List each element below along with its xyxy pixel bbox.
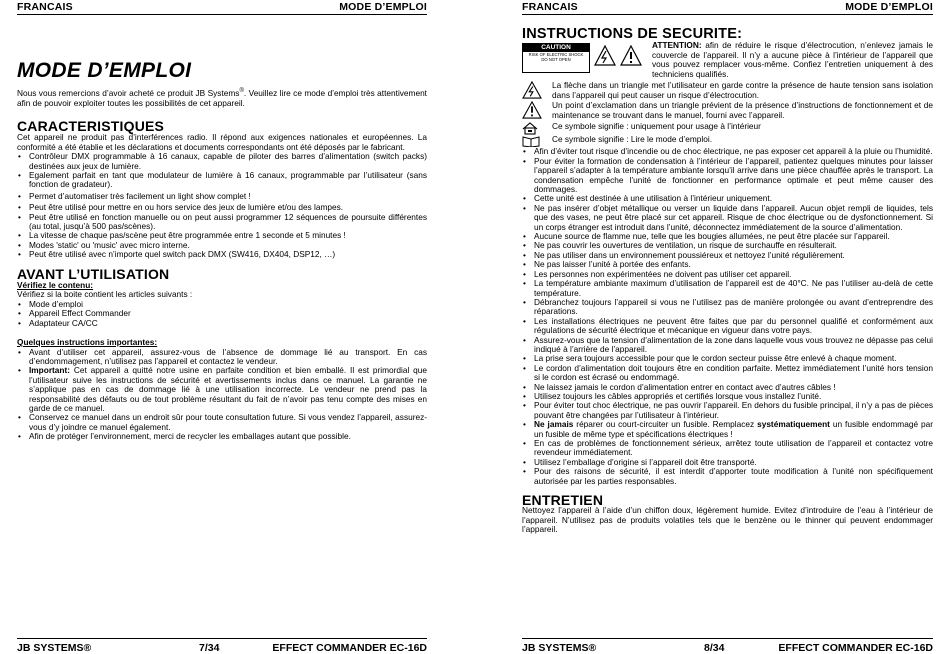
list-item: • Pour éviter tout choc électrique, ne pas ouvrir l’appareil. En dehors du fusible principal, il n’y a pas de pièces pouvant être changées par l’utilisateur à l’intérieur. — [522, 401, 933, 420]
list-item: • Afin de protéger l’environnement, merci de recycler les emballages autant que possible. — [17, 432, 427, 441]
list-item: • Assurez-vous que la tension d’alimentation de la zone dans laquelle vous vous trouvez ne dépasse pas celui indiqué à l’arrière de l’appareil. — [522, 336, 933, 355]
maintenance-heading: ENTRETIEN — [522, 492, 604, 509]
list-item: • Les personnes non expérimentées ne doivent pas utiliser cet appareil. — [522, 270, 933, 279]
list-item: • Peut être utilisé pour mettre en ou hors service des jeux de lumière et/ou des lampes. — [17, 203, 427, 212]
list-item: • Peut être utilisé en fonction manuelle ou on peut aussi programmer 12 séquences de poursuite différentes (au total, jusqu’à 500 pas/scènes). — [17, 213, 427, 232]
list-item: • Modes 'static' ou 'music' avec micro interne. — [17, 241, 427, 250]
page-left — [17, 0, 427, 654]
header-title: MODE D’EMPLOI — [339, 1, 427, 13]
contents-list — [17, 300, 427, 328]
list-item: • Utilisez l’emballage d’origine si l’appareil doit être transporté. — [522, 458, 933, 467]
list-item: • Contrôleur DMX programmable à 16 canaux, capable de piloter des barres d’alimentation (switch packs) destinées aux jeux de lumière. — [17, 152, 427, 171]
header-language: FRANCAIS — [17, 1, 73, 13]
footer-page-number: 8/34 — [704, 642, 725, 654]
features-list — [17, 152, 427, 259]
page-right — [522, 0, 933, 654]
list-item: • La température ambiante maximum d’utilisation de l’appareil est de 40°C. Ne pas l’utiliser au-delà de cette température. — [522, 279, 933, 298]
list-item: • Ne pas laisser l’unité à portée des enfants. — [522, 260, 933, 269]
footer-brand: JB SYSTEMS® — [522, 642, 597, 654]
attention-text: ATTENTION: afin de réduire le risque d’électrocution, n’enlevez jamais le couvercle de l’appareil. Il n’y a aucune pièce à l’intérieur de l’appareil que vous pouvez remplacer vous-même. Confiez l’entretien uniquement à des techniciens qualifiés. — [652, 40, 933, 79]
list-item: • Utilisez toujours les câbles appropriés et certifiés lorsque vous installez l’unité. — [522, 392, 933, 401]
symbol-row: Ce symbole signifie : Lire le mode d’emploi. — [522, 135, 933, 147]
list-item: • Ne pas utiliser dans un environnement poussiéreux et nettoyez l’unité régulièrement. — [522, 251, 933, 260]
intro-paragraph: Nous vous remercions d’avoir acheté ce produit JB Systems®. Veuillez lire ce mode d’emploi très attentivement afin de pouvoir exploiter toutes les possibilités de cet appareil. — [17, 88, 427, 108]
check-contents-label: Vérifiez le contenu: — [17, 280, 94, 291]
page-footer — [522, 638, 933, 653]
attention-block — [522, 41, 933, 81]
list-item: • Important: Cet appareil a quitté notre usine en parfaite condition et bien emballé. Il est primordial que l’utilisateur suive les instructions de sécurité et avertissements inclus dans ce manuel. La garantie ne s’applique pas en cas de dommage lié à une utilisation incorrecte. Le vendeur ne prend pas la responsabilité des défauts ou de tout problème résultant du fait de n’avoir pas tenu compte des mises en garde de ce manuel. — [17, 366, 427, 413]
footer-page-number: 7/34 — [199, 642, 220, 654]
symbol-row: Un point d’exclamation dans un triangle prévient de la présence d’instructions de fonctionnement et de maintenance se trouvant dans le manuel, fourni avec l’appareil. — [522, 101, 933, 121]
page-header — [522, 0, 933, 15]
list-item: • Cette unité est destinée à une utilisation à l’intérieur uniquement. — [522, 194, 933, 203]
before-use-heading: AVANT L’UTILISATION — [17, 265, 170, 282]
list-item: • Mode d’emploi — [17, 300, 427, 309]
list-item: • Adaptateur CA/CC — [17, 319, 427, 328]
exclamation-triangle-icon — [620, 45, 642, 67]
lightning-triangle-icon — [594, 45, 616, 67]
page-header — [17, 0, 427, 15]
list-item: • La prise sera toujours accessible pour que le cordon secteur puisse être enlevé à chaque moment. — [522, 354, 933, 363]
page-footer — [17, 638, 427, 653]
lightning-triangle-icon — [522, 81, 542, 99]
list-item: • Egalement parfait en tant que modulateur de lumière à 16 canaux, programmable par l’utilisateur (sans fonction de gradateur). — [17, 171, 427, 190]
list-item: • En cas de problèmes de fonctionnement sérieux, arrêtez toute utilisation de l’appareil et contactez votre revendeur immédiatement. — [522, 439, 933, 458]
symbol-row: La flèche dans un triangle met l’utilisateur en garde contre la présence de haute tension sans isolation dans l’appareil qui peut causer un risque d’électrocution. — [522, 81, 933, 101]
list-item: • La vitesse de chaque pas/scène peut être programmée entre 1 seconde et 5 minutes ! — [17, 231, 427, 240]
caution-label-icon: CAUTION RISK OF ELECTRIC SHOCK DO NOT OPEN — [522, 43, 590, 73]
list-item: • Afin d’éviter tout risque d’incendie ou de choc électrique, ne pas exposer cet appareil à la pluie ou l’humidité. — [522, 147, 933, 156]
footer-product: EFFECT COMMANDER EC-16D — [272, 642, 427, 654]
list-item: • Peut être utilisé avec n’importe quel switch pack DMX (SW416, DX404, DSP12, …) — [17, 250, 427, 259]
important-list — [17, 348, 427, 442]
list-item: • Aucune source de flamme nue, telle que les bougies allumées, ne peut être placée sur l’appareil. — [522, 232, 933, 241]
list-item: • Ne jamais réparer ou court-circuiter un fusible. Remplacez systématiquement un fusible endommagé par un fusible de même type et spécifications électriques ! — [522, 420, 933, 439]
indoor-house-icon — [522, 122, 538, 135]
footer-product: EFFECT COMMANDER EC-16D — [778, 642, 933, 654]
list-item: • Ne pas couvrir les ouvertures de ventilation, un risque de surchauffe en résulterait. — [522, 241, 933, 250]
features-intro: Cet appareil ne produit pas d’interférences radio. Il répond aux exigences nationales et européennes. La conformité a été établie et les déclarations et documents correspondants ont été déposés par le fabricant. — [17, 132, 427, 152]
safety-heading: INSTRUCTIONS DE SECURITE: — [522, 26, 743, 42]
page-content — [17, 59, 427, 442]
page-title: MODE D’EMPLOI — [17, 59, 192, 82]
header-language: FRANCAIS — [522, 1, 578, 13]
list-item: • Ne laissez jamais le cordon d’alimentation entrer en contact avec d’autres câbles ! — [522, 383, 933, 392]
safety-list — [522, 147, 933, 486]
list-item: • Conservez ce manuel dans un endroit sûr pour toute consultation future. Si vous vendez l’appareil, assurez-vous d’y joindre ce manuel également. — [17, 413, 427, 432]
page-content — [522, 26, 933, 535]
header-title: MODE D’EMPLOI — [845, 1, 933, 13]
list-item: • Appareil Effect Commander — [17, 309, 427, 318]
maintenance-text: Nettoyez l’appareil à l’aide d’un chiffon doux, légèrement humide. Evitez d’introduire de l’eau à l’intérieur de l’appareil. N’utilisez pas de produits volatiles tels que le benzène ou le thinner qui peuvent endommager l’appareil. — [522, 505, 933, 535]
list-item: • Débranchez toujours l’appareil si vous ne l’utilisez pas de manière prolongée ou avant d’entreprendre des réparations. — [522, 298, 933, 317]
list-item: • Pour des raisons de sécurité, il est interdit d’apporter toute modification à l’unité non spécifiquement autorisée par les parties responsables. — [522, 467, 933, 486]
features-heading: CARACTERISTIQUES — [17, 117, 165, 134]
exclamation-triangle-icon — [522, 101, 542, 119]
footer-brand: JB SYSTEMS® — [17, 642, 92, 654]
check-contents-intro: Vérifiez si la boite contient les articles suivants : — [17, 289, 193, 300]
list-item: • Ne pas insérer d’objet métallique ou verser un liquide dans l’appareil. Aucun objet rempli de liquides, tels que des vases, ne peut être placé sur cet appareil. Risque de choc électrique ou de dysfonctionnement. Si un corps étranger est introduit dans l’unité, déconnectez immédiatement de la source d’alimentation. — [522, 204, 933, 232]
list-item: • Les installations électriques ne peuvent être faites que par du personnel qualifié et conformément aux régulations de sécurité électrique et mécanique en vigueur dans votre pays. — [522, 317, 933, 336]
list-item: • Avant d’utiliser cet appareil, assurez-vous de l’absence de dommage lié au transport. En cas d’endommagement, n’utilisez pas l’appareil et contactez le vendeur. — [17, 348, 427, 367]
important-label: Quelques instructions importantes: — [17, 337, 158, 348]
list-item: • Le cordon d’alimentation doit toujours être en condition parfaite. Mettez immédiatement l’unité hors tension si le cordon est écrasé ou endommagé. — [522, 364, 933, 383]
symbol-row: Ce symbole signifie : uniquement pour usage à l’intérieur — [522, 122, 933, 135]
list-item: • Pour éviter la formation de condensation à l’intérieur de l’appareil, patientez quelques minutes pour laisser l’appareil s’adapter à la température ambiante lorsqu’il arrive dans une pièce chauffée après le transport. La condensation empêche l’unité de fonctionner en performance optimale et peut même causer des dommages. — [522, 157, 933, 195]
list-item: • Permet d’automatiser très facilement un light show complet ! — [17, 192, 427, 201]
